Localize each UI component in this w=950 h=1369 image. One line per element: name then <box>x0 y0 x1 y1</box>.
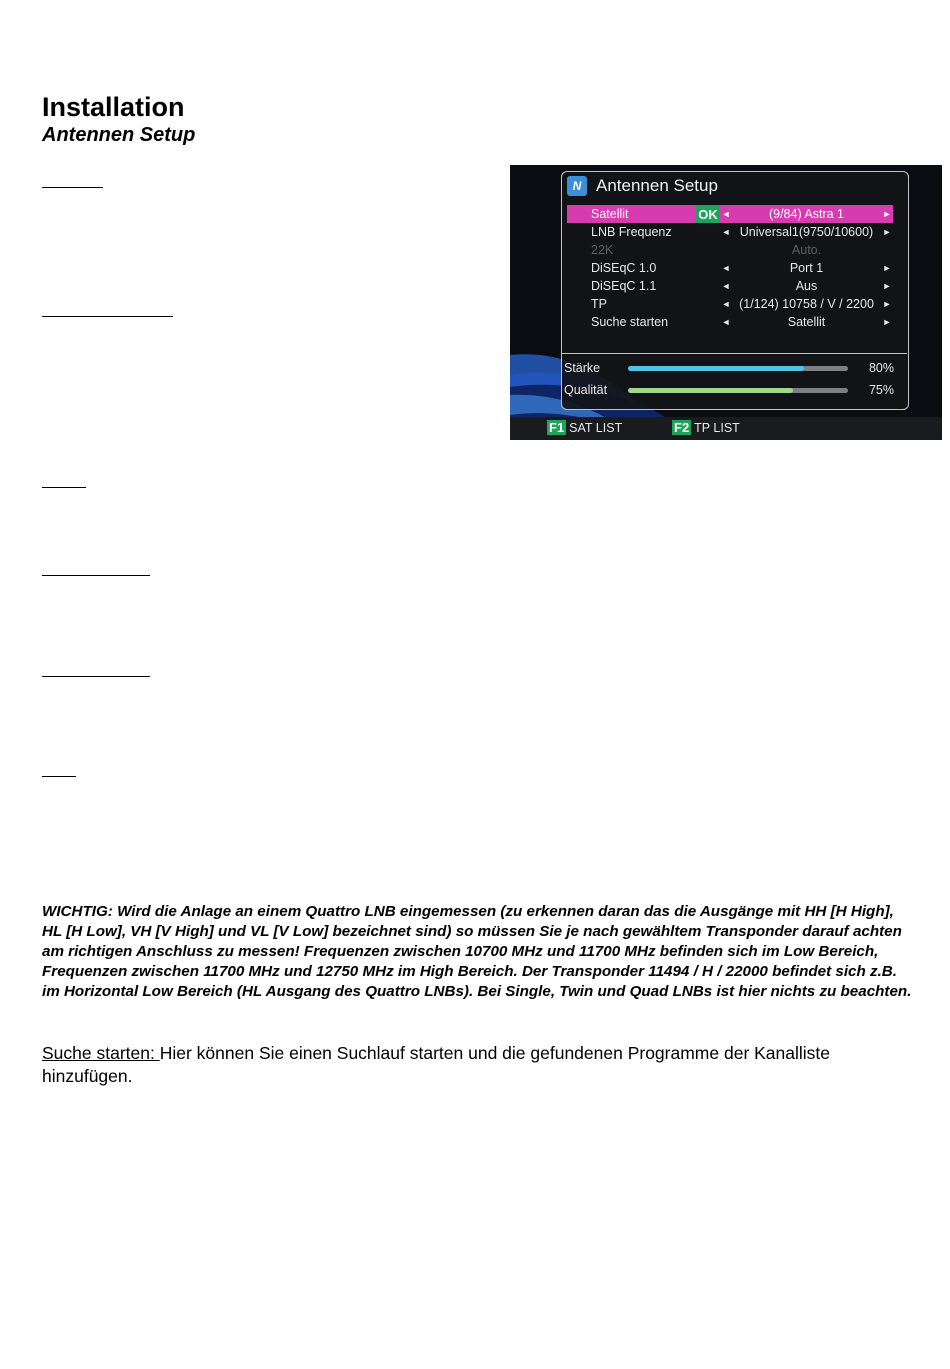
signal-quality-meter <box>564 380 894 400</box>
antenna-setup-screenshot <box>510 165 942 440</box>
menu-row-value: Satellit <box>787 315 826 329</box>
menu-row[interactable] <box>567 259 893 277</box>
signal-strength-value: 80% <box>868 361 894 375</box>
menu-row[interactable] <box>567 295 893 313</box>
signal-quality-track <box>628 388 848 393</box>
menu-row-value: Auto. <box>791 243 822 257</box>
sat-list-key[interactable] <box>547 420 622 435</box>
arrow-right-icon[interactable]: ► <box>882 317 892 327</box>
menu-row[interactable] <box>567 205 893 223</box>
function-key-bar <box>510 417 942 440</box>
menu-row[interactable] <box>567 241 893 259</box>
underline-stub-5 <box>42 676 150 677</box>
underline-stub-2 <box>42 316 173 317</box>
arrow-right-icon[interactable]: ► <box>882 227 892 237</box>
arrow-right-icon[interactable]: ► <box>882 209 892 219</box>
signal-strength-label: Stärke <box>564 361 601 375</box>
menu-row-value: Port 1 <box>789 261 824 275</box>
important-note: WICHTIG: Wird die Anlage an einem Quattro LNB eingemessen (zu erkennen daran das die Ausgänge mit HH [H High], HL [H Low], VH [V High] und VL [V Low] bezeichnet sind) so müssen Sie je nach gewähltem Transponder darauf achten am richtigen Anschluss zu messen! Frequenzen zwischen 10700 MHz und 11700 MHz befinden sich im Low Bereich, Frequenzen zwischen 11700 MHz und 12750 MHz im High Bereich. Der Transponder 11494 / H / 22000 befindet sich z.B. im Horizontal Low Bereich (HL Ausgang des Quattro LNBs). Bei Single, Twin und Quad LNBs ist hier nichts zu beachten. <box>42 903 912 1000</box>
arrow-left-icon[interactable]: ◄ <box>721 263 731 273</box>
menu-title: Antennen Setup <box>596 176 718 195</box>
ok-key-icon: OK <box>696 205 720 223</box>
search-start-text: Hier können Sie einen Suchlauf starten und die gefundenen Programme der Kanalliste hinzufügen. <box>42 1043 831 1086</box>
menu-row-label: Suche starten <box>591 315 669 329</box>
search-start-term: Suche starten: <box>42 1043 160 1063</box>
arrow-left-icon[interactable]: ◄ <box>721 299 731 309</box>
underline-stub-6 <box>42 776 76 777</box>
arrow-right-icon[interactable]: ► <box>882 263 892 273</box>
tp-list-key[interactable] <box>672 420 740 435</box>
arrow-left-icon[interactable]: ◄ <box>721 317 731 327</box>
menu-row-label: Satellit <box>591 207 629 221</box>
sat-list-label: SAT LIST <box>569 420 623 435</box>
signal-quality-value: 75% <box>868 383 894 397</box>
menu-rows <box>567 205 893 331</box>
f2-key-icon: F2 <box>674 420 690 435</box>
menu-row-label: DiSEqC 1.1 <box>591 279 657 293</box>
menu-separator <box>561 353 907 354</box>
underline-stub-1 <box>42 187 103 188</box>
menu-row[interactable] <box>567 223 893 241</box>
section-subtitle: Antennen Setup <box>42 124 196 146</box>
menu-row[interactable] <box>567 313 893 331</box>
menu-title-bar <box>567 173 718 199</box>
menu-row-value: (1/124) 10758 / V / 2200 <box>739 297 874 311</box>
arrow-right-icon[interactable]: ► <box>882 281 892 291</box>
underline-stub-3 <box>42 487 86 488</box>
logo-icon: N <box>567 176 587 196</box>
menu-row-label: TP <box>591 297 607 311</box>
signal-strength-meter <box>564 358 894 378</box>
menu-row-value: (9/84) Astra 1 <box>768 207 845 221</box>
menu-row-label: 22K <box>591 243 614 257</box>
underline-stub-4 <box>42 575 150 576</box>
signal-strength-track <box>628 366 848 371</box>
arrow-left-icon[interactable]: ◄ <box>721 281 731 291</box>
tp-list-label: TP LIST <box>694 420 740 435</box>
signal-quality-label: Qualität <box>564 383 608 397</box>
menu-row[interactable] <box>567 277 893 295</box>
menu-row-value: Universal1(9750/10600) <box>739 225 874 239</box>
arrow-left-icon[interactable]: ◄ <box>721 209 731 219</box>
menu-row-label: LNB Frequenz <box>591 225 672 239</box>
search-start-paragraph <box>42 1042 902 1088</box>
f1-key-icon: F1 <box>549 420 565 435</box>
menu-row-label: DiSEqC 1.0 <box>591 261 657 275</box>
signal-quality-fill <box>628 388 793 393</box>
arrow-left-icon[interactable]: ◄ <box>721 227 731 237</box>
arrow-right-icon[interactable]: ► <box>882 299 892 309</box>
signal-strength-fill <box>628 366 804 371</box>
menu-row-value: Aus <box>795 279 818 293</box>
page-title: Installation <box>42 92 185 122</box>
